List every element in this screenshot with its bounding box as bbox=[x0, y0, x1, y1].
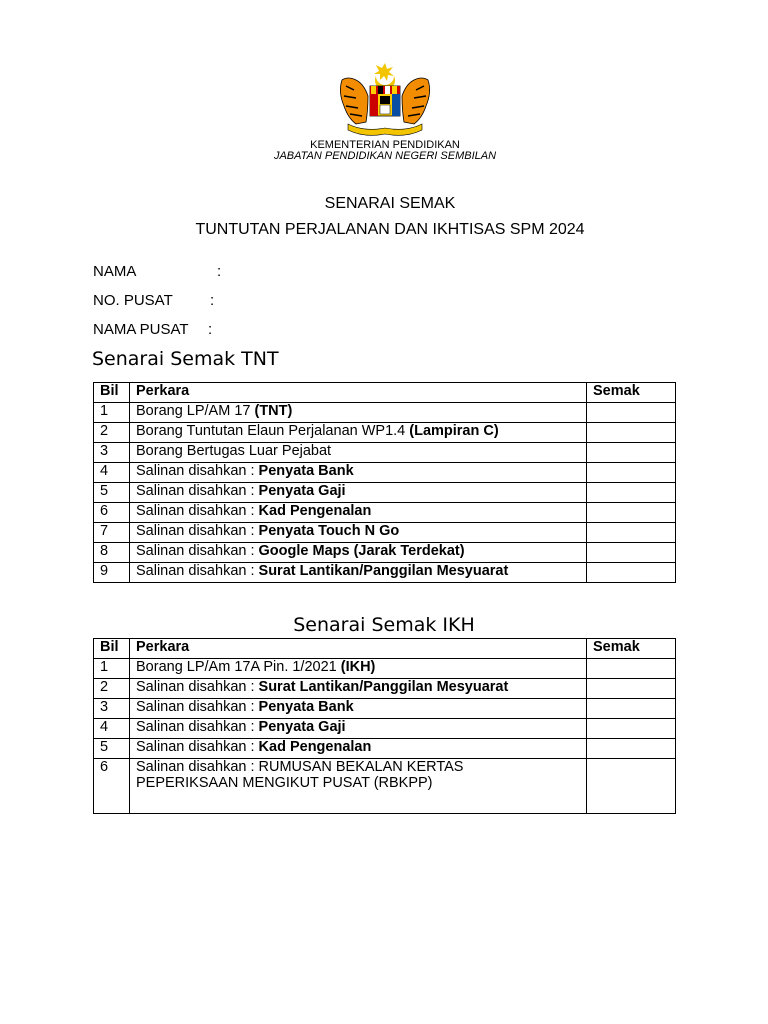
table-row bbox=[94, 403, 676, 423]
field-no-pusat bbox=[93, 292, 215, 309]
section-heading-ikh: Senarai Semak IKH bbox=[293, 614, 475, 636]
row-item: Borang Bertugas Luar Pejabat bbox=[130, 443, 587, 463]
field-label: NAMA bbox=[93, 263, 137, 280]
field-colon: : bbox=[217, 263, 222, 280]
row-item: Salinan disahkan : Penyata Bank bbox=[130, 699, 587, 719]
semak-checkbox-cell[interactable] bbox=[587, 679, 676, 699]
row-item: Borang Tuntutan Elaun Perjalanan WP1.4 (Lampiran C) bbox=[130, 423, 587, 443]
field-colon: : bbox=[210, 292, 215, 309]
row-number: 6 bbox=[94, 503, 130, 523]
table-row bbox=[94, 659, 676, 679]
department-name: JABATAN PENDIDIKAN NEGERI SEMBILAN bbox=[273, 150, 497, 162]
row-number: 4 bbox=[94, 719, 130, 739]
header-perkara: Perkara bbox=[130, 639, 587, 659]
field-colon: : bbox=[208, 321, 213, 338]
row-item: Salinan disahkan : Penyata Gaji bbox=[130, 483, 587, 503]
table-row bbox=[94, 759, 676, 814]
semak-checkbox-cell[interactable] bbox=[587, 719, 676, 739]
coat-of-arms-logo bbox=[334, 62, 436, 140]
header-bil: Bil bbox=[94, 639, 130, 659]
row-number: 2 bbox=[94, 423, 130, 443]
row-item bbox=[130, 759, 587, 814]
row-item: Salinan disahkan : Penyata Gaji bbox=[130, 719, 587, 739]
table-row bbox=[94, 739, 676, 759]
header-bil: Bil bbox=[94, 383, 130, 403]
semak-checkbox-cell[interactable] bbox=[587, 443, 676, 463]
semak-checkbox-cell[interactable] bbox=[587, 503, 676, 523]
row-item: Salinan disahkan : Google Maps (Jarak Terdekat) bbox=[130, 543, 587, 563]
document-subtitle: TUNTUTAN PERJALANAN DAN IKHTISAS SPM 2024 bbox=[195, 221, 585, 238]
header-semak: Semak bbox=[587, 383, 676, 403]
ministry-name: KEMENTERIAN PENDIDIKAN bbox=[310, 139, 460, 151]
field-nama bbox=[93, 263, 222, 280]
table-row bbox=[94, 423, 676, 443]
row-number: 1 bbox=[94, 659, 130, 679]
table-header-row bbox=[94, 639, 676, 659]
row-number: 1 bbox=[94, 403, 130, 423]
row-number: 6 bbox=[94, 759, 130, 814]
header-semak: Semak bbox=[587, 639, 676, 659]
checklist-table-ikh bbox=[93, 638, 676, 814]
document-title: SENARAI SEMAK bbox=[324, 195, 456, 212]
row-number: 3 bbox=[94, 699, 130, 719]
semak-checkbox-cell[interactable] bbox=[587, 403, 676, 423]
header-perkara: Perkara bbox=[130, 383, 587, 403]
table-row bbox=[94, 483, 676, 503]
semak-checkbox-cell[interactable] bbox=[587, 483, 676, 503]
row-number: 5 bbox=[94, 483, 130, 503]
field-label: NO. PUSAT bbox=[93, 292, 173, 309]
table-header-row bbox=[94, 383, 676, 403]
table-row bbox=[94, 719, 676, 739]
section-heading-tnt: Senarai Semak TNT bbox=[92, 348, 279, 370]
row-item-line: PEPERIKSAAN MENGIKUT PUSAT (RBKPP) bbox=[136, 775, 433, 791]
row-item-line: Salinan disahkan : RUMUSAN BEKALAN KERTAS bbox=[136, 759, 464, 775]
row-item: Borang LP/AM 17 (TNT) bbox=[130, 403, 587, 423]
semak-checkbox-cell[interactable] bbox=[587, 523, 676, 543]
table-row bbox=[94, 563, 676, 583]
row-number: 7 bbox=[94, 523, 130, 543]
row-number: 2 bbox=[94, 679, 130, 699]
semak-checkbox-cell[interactable] bbox=[587, 659, 676, 679]
table-row bbox=[94, 699, 676, 719]
row-item: Salinan disahkan : Penyata Touch N Go bbox=[130, 523, 587, 543]
row-number: 3 bbox=[94, 443, 130, 463]
row-item: Salinan disahkan : Penyata Bank bbox=[130, 463, 587, 483]
table-row bbox=[94, 443, 676, 463]
row-number: 8 bbox=[94, 543, 130, 563]
table-row bbox=[94, 679, 676, 699]
table-row bbox=[94, 523, 676, 543]
row-number: 5 bbox=[94, 739, 130, 759]
table-row bbox=[94, 503, 676, 523]
checklist-table-tnt bbox=[93, 382, 676, 583]
semak-checkbox-cell[interactable] bbox=[587, 463, 676, 483]
field-label: NAMA PUSAT bbox=[93, 321, 189, 338]
row-item: Salinan disahkan : Surat Lantikan/Panggilan Mesyuarat bbox=[130, 563, 587, 583]
semak-checkbox-cell[interactable] bbox=[587, 423, 676, 443]
semak-checkbox-cell[interactable] bbox=[587, 739, 676, 759]
semak-checkbox-cell[interactable] bbox=[587, 699, 676, 719]
row-number: 4 bbox=[94, 463, 130, 483]
row-number: 9 bbox=[94, 563, 130, 583]
table-row bbox=[94, 543, 676, 563]
row-item: Salinan disahkan : Kad Pengenalan bbox=[130, 739, 587, 759]
row-item: Salinan disahkan : Kad Pengenalan bbox=[130, 503, 587, 523]
semak-checkbox-cell[interactable] bbox=[587, 759, 676, 814]
row-item: Borang LP/Am 17A Pin. 1/2021 (IKH) bbox=[130, 659, 587, 679]
semak-checkbox-cell[interactable] bbox=[587, 543, 676, 563]
field-nama-pusat bbox=[93, 321, 213, 338]
semak-checkbox-cell[interactable] bbox=[587, 563, 676, 583]
table-row bbox=[94, 463, 676, 483]
row-item: Salinan disahkan : Surat Lantikan/Panggilan Mesyuarat bbox=[130, 679, 587, 699]
